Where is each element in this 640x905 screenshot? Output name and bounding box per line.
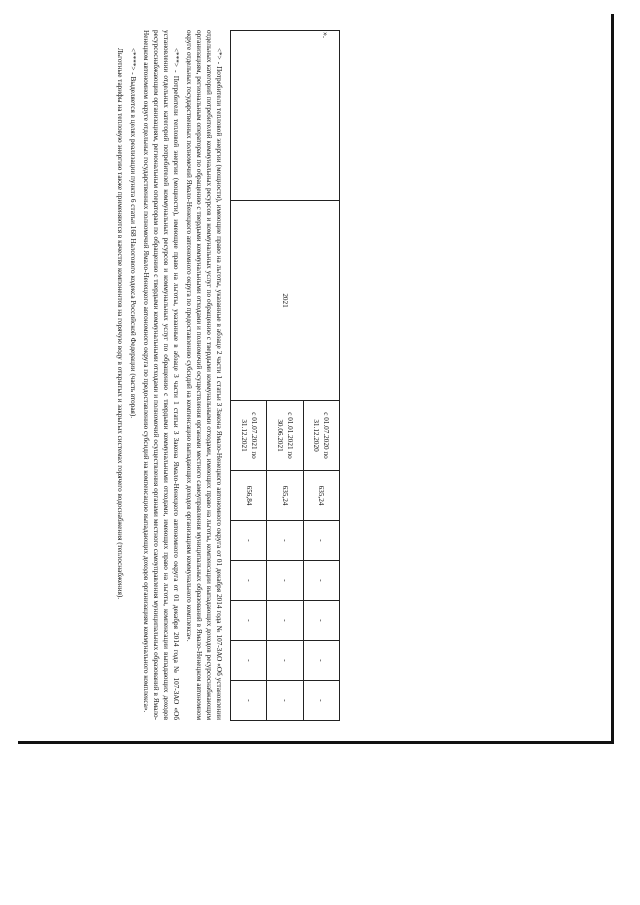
tariff-cell: 656,84 (231, 471, 267, 521)
value-cell: - (231, 601, 267, 641)
period-cell: с 01.07.2021 по 31.12.2021 (231, 401, 267, 471)
footnote: <***> - Потребители тепловой энергии (мощности), имеющие право на льготы, указанные в абзаце 3 части 1 статьи 3 Закона Ямало-Ненецкого автономного округа от 01 декабря 2014 года № 107-ЗАО «Об установлении отдельных категорий потребителей коммунальных ресурсов и коммунальных услуг по обращению с твердыми коммунальными отходами, имеющих право на льготы, компенсации выпадающих доходов ресурсоснабжающим организациям, региональным операторам по обращению с твердыми коммунальными отходами и полномочий осуществления органами местного самоуправления муниципальных образований в Ямало-Ненецком автономном округе отдельных государственных полномочий Ямало-Ненецкого автономного округа по предоставлению субсидий на компенсацию выпадающих доходов организациям коммунального комплекса». (142, 30, 180, 720)
value-cell: - (267, 561, 303, 601)
value-cell: - (231, 641, 267, 681)
value-cell: - (267, 601, 303, 641)
period-cell: с 01.07.2020 по 31.12.2020 (303, 401, 339, 471)
footnote: <*> - Потребители тепловой энергии (мощности), имеющие право на льготы, указанные в абзаце 2 части 1 статьи 3 Закона Ямало-Ненецкого автономного округа от 01 декабря 2014 года № 107-ЗАО «Об установлении отдельных категорий потребителей коммунальных ресурсов и коммунальных услуг по обращению с твердыми коммунальными отходами, имеющих право на льготы, компенсации выпадающих доходов ресурсоснабжающим организациям, региональным операторам по обращению с твердыми коммунальными отходами и полномочий осуществления органами местного самоуправления муниципальных образований в Ямало-Ненецком автономном округе отдельных государственных полномочий Ямало-Ненецкого автономного округа по предоставлению субсидий на компенсацию выпадающих доходов организациям коммунального комплекса». (185, 30, 223, 720)
rotated-page (50, 30, 340, 720)
footnote: Льготные тарифы на тепловую энергию также применяются в качестве компонентов на горячую воду в открытых и закрытых системах горячего водоснабжения (теплоснабжения). (116, 48, 124, 600)
period-cell: с 01.01.2021 по 30.06.2021 (267, 401, 303, 471)
value-cell: - (267, 641, 303, 681)
tariff-cell: 635,24 (303, 471, 339, 521)
value-cell: - (267, 681, 303, 721)
value-cell: - (231, 561, 267, 601)
value-cell: - (303, 561, 339, 601)
value-cell: - (303, 641, 339, 681)
empty-cell (231, 31, 340, 201)
value-cell: - (267, 521, 303, 561)
footnote: <****> - Выделяется в целях реализации пункта 6 статьи 168 Налогового кодекса Российской Федерации (часть вторая). (129, 48, 137, 419)
value-cell: - (231, 681, 267, 721)
tariff-table (230, 30, 340, 721)
value-cell: - (303, 681, 339, 721)
value-cell: - (303, 521, 339, 561)
value-cell: - (303, 601, 339, 641)
value-cell: - (231, 521, 267, 561)
tariff-cell: 635,24 (267, 471, 303, 521)
table-row (303, 31, 339, 721)
year-cell: 2021 (231, 201, 340, 401)
page-number: ». (321, 32, 330, 38)
footnotes (112, 30, 224, 720)
